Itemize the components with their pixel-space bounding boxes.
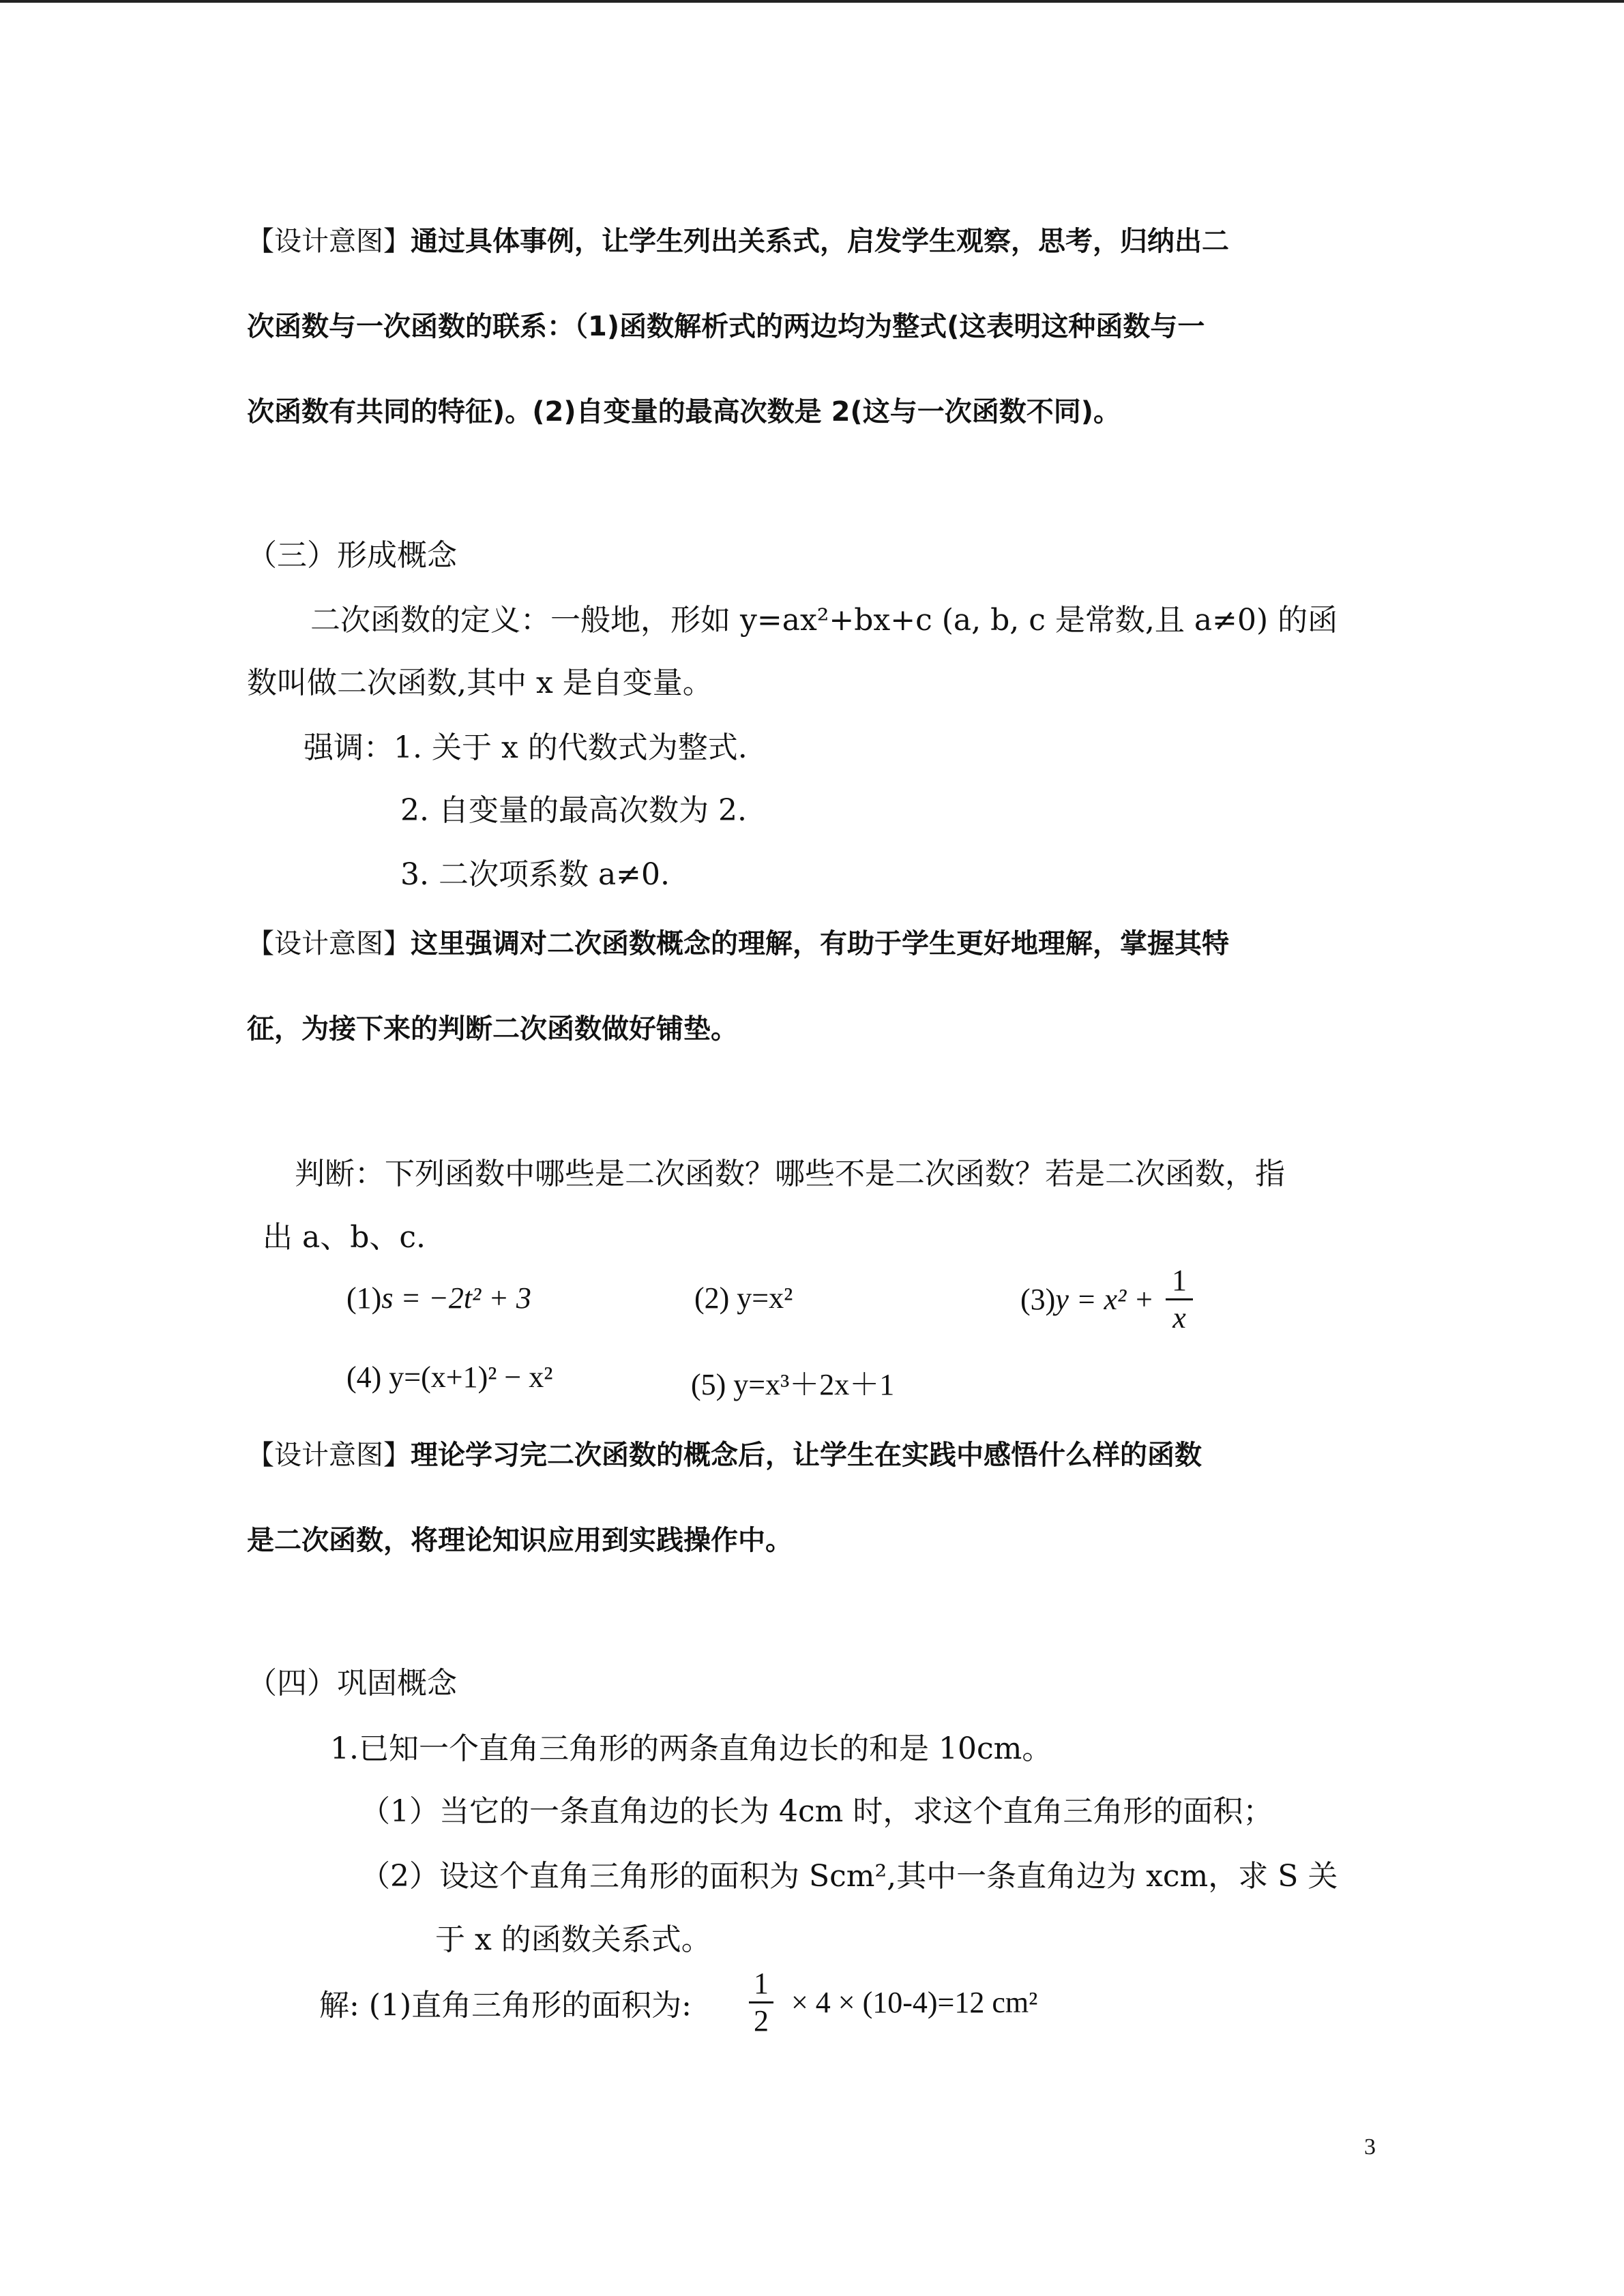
emphasis-item-1: 强调：1. 关于 x 的代数式为整式. xyxy=(304,730,748,765)
solution-denominator: 2 xyxy=(753,2004,769,2038)
page-number: 3 xyxy=(1364,2134,1376,2160)
definition-line-2: 数叫做二次函数,其中 x 是自变量。 xyxy=(247,666,713,700)
design-intent-2-line-2: 征，为接下来的判断二次函数做好铺垫。 xyxy=(247,1013,738,1045)
solution-numerator: 1 xyxy=(753,1967,769,2000)
design-intent-2-line-1: 【设计意图】这里强调对二次函数概念的理解，有助于学生更好地理解，掌握其特 xyxy=(247,928,1229,959)
design-intent-1-line-1: 【设计意图】通过具体事例，让学生列出关系式，启发学生观察，思考，归纳出二 xyxy=(247,226,1229,257)
section-3-heading: （三）形成概念 xyxy=(247,538,457,573)
emphasis-item-3: 3. 二次项系数 a≠0. xyxy=(400,857,670,892)
question-1-part-1: （1）当它的一条直角边的长为 4cm 时，求这个直角三角形的面积； xyxy=(360,1794,1273,1829)
question-1: 1.已知一个直角三角形的两条直角边长的和是 10cm。 xyxy=(330,1731,1052,1766)
judge-line-1: 判断：下列函数中哪些是二次函数？哪些不是二次函数？若是二次函数，指 xyxy=(295,1157,1285,1191)
question-1-part-2-line-2: 于 x 的函数关系式。 xyxy=(435,1922,711,1957)
emphasis-item-2: 2. 自变量的最高次数为 2. xyxy=(400,793,747,828)
question-1-part-2-line-1: （2）设这个直角三角形的面积为 Scm²,其中一条直角边为 xcm，求 S 关 xyxy=(360,1859,1338,1894)
judge-item-2: (2) y=x² xyxy=(694,1281,793,1315)
judge-line-2: 出 a、b、c. xyxy=(263,1220,426,1255)
design-intent-3-line-2: 是二次函数，将理论知识应用到实践操作中。 xyxy=(247,1525,793,1556)
section-4-heading: （四）巩固概念 xyxy=(247,1666,457,1701)
design-intent-1-line-2: 次函数与一次函数的联系：（1)函数解析式的两边均为整式(这表明这种函数与一 xyxy=(247,311,1205,342)
design-intent-3-line-1: 【设计意图】理论学习完二次函数的概念后，让学生在实践中感悟什么样的函数 xyxy=(247,1440,1202,1471)
definition-line-1: 二次函数的定义：一般地，形如 y=ax²+bx+c (a, b, c 是常数,且 a≠0) 的函 xyxy=(310,603,1338,638)
top-border-line xyxy=(0,0,1624,3)
judge-item-3: (3)y = x² + $\frac{1}{x}$ xyxy=(1020,1263,1193,1336)
item-3-denominator: x xyxy=(1172,1301,1186,1335)
judge-item-1: (1)s = −2t² + 3 xyxy=(346,1281,531,1315)
solution-line: 解: (1)直角三角形的面积为: $\frac{1}{2}$ × 4 × (10-4)=12 cm² xyxy=(319,1967,1038,2038)
judge-item-5: (5) y=x³＋2x＋1 xyxy=(691,1368,895,1401)
judge-item-4: (4) y=(x+1)² − x² xyxy=(346,1360,553,1394)
item-3-numerator: 1 xyxy=(1171,1264,1187,1297)
design-intent-1-line-3: 次函数有共同的特征)。(2)自变量的最高次数是 2(这与一次函数不同)。 xyxy=(247,396,1121,428)
